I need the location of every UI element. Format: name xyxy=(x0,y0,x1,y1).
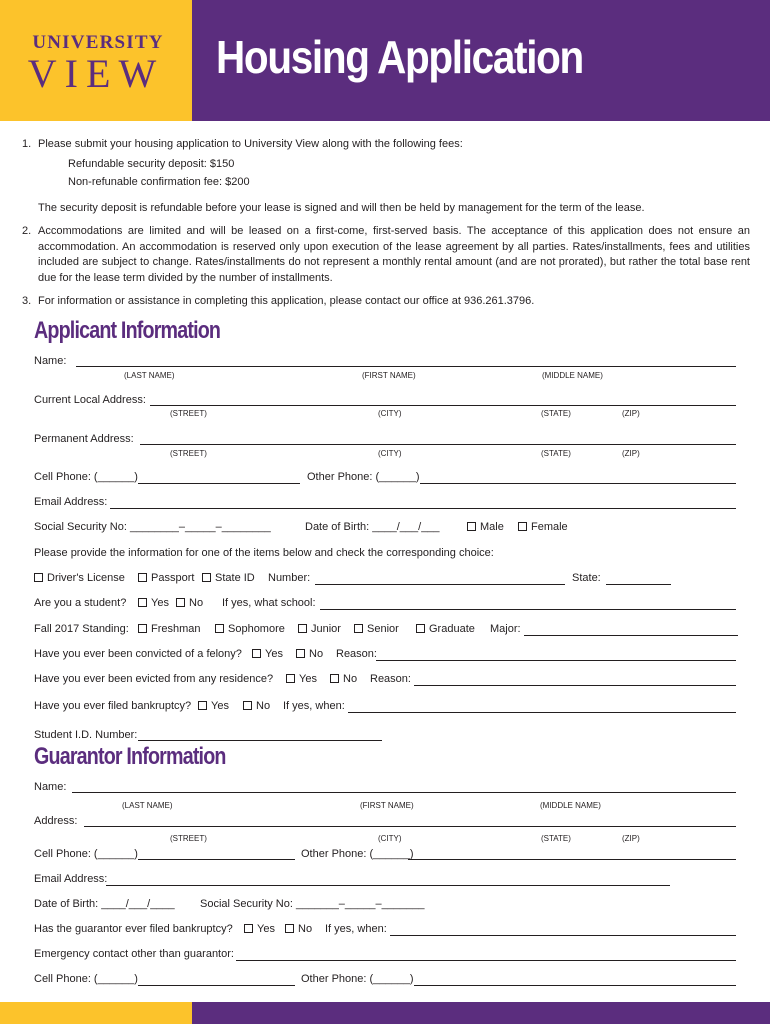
student-id-input[interactable] xyxy=(138,740,382,741)
guarantor-name-label: Name: xyxy=(34,781,67,793)
ssn-field[interactable]: Social Security No: ________–_____–________ xyxy=(34,521,271,533)
local-city-caption: (CITY) xyxy=(378,409,402,418)
major-input[interactable] xyxy=(524,635,738,636)
local-zip-caption: (ZIP) xyxy=(622,409,640,418)
item3-number: 3. xyxy=(22,295,32,307)
felony-yes-checkbox[interactable]: Yes xyxy=(252,647,283,663)
dob-field[interactable]: Date of Birth: ____/___/___ xyxy=(305,521,440,533)
student-id-label: Student I.D. Number: xyxy=(34,729,138,741)
fee-confirmation: Non-refunable confirmation fee: $200 xyxy=(68,176,250,188)
school-label: If yes, what school: xyxy=(222,597,316,609)
name-input[interactable] xyxy=(76,366,736,367)
guarantor-middle-name-caption: (MIDDLE NAME) xyxy=(540,801,601,810)
drivers-license-checkbox[interactable]: Driver's License xyxy=(34,571,125,587)
guarantor-last-name-caption: (LAST NAME) xyxy=(122,801,173,810)
school-input[interactable] xyxy=(320,609,736,610)
deposit-note: The security deposit is refundable before your lease is signed and will then be held by management for the term of the lease. xyxy=(38,202,645,214)
standing-label: Fall 2017 Standing: xyxy=(34,623,129,635)
felony-no-checkbox[interactable]: No xyxy=(296,647,323,663)
guarantor-name-input[interactable] xyxy=(72,792,736,793)
local-address-input[interactable] xyxy=(150,405,736,406)
perm-city-caption: (CITY) xyxy=(378,449,402,458)
emergency-other-phone-input[interactable] xyxy=(414,985,736,986)
guarantor-address-label: Address: xyxy=(34,815,78,827)
bankruptcy-when-label: If yes, when: xyxy=(283,700,345,712)
id-state-input[interactable] xyxy=(606,584,671,585)
freshman-checkbox[interactable]: Freshman xyxy=(138,622,201,638)
junior-checkbox[interactable]: Junior xyxy=(298,622,341,638)
felony-reason-label: Reason: xyxy=(336,648,377,660)
evicted-reason-label: Reason: xyxy=(370,673,411,685)
id-number-input[interactable] xyxy=(315,584,565,585)
local-state-caption: (STATE) xyxy=(541,409,571,418)
name-label: Name: xyxy=(34,355,67,367)
evicted-yes-checkbox[interactable]: Yes xyxy=(286,672,317,688)
email-label: Email Address: xyxy=(34,496,108,508)
student-yes-checkbox[interactable]: Yes xyxy=(138,596,169,612)
cell-phone-label: Cell Phone: (______) xyxy=(34,471,138,483)
emergency-contact-input[interactable] xyxy=(236,960,736,961)
middle-name-caption: (MIDDLE NAME) xyxy=(542,371,603,380)
guarantor-state-caption: (STATE) xyxy=(541,834,571,843)
bankruptcy-yes-checkbox[interactable]: Yes xyxy=(198,699,229,715)
bankruptcy-question: Have you ever filed bankruptcy? xyxy=(34,700,192,712)
emergency-contact-label: Emergency contact other than guarantor: xyxy=(34,948,234,960)
applicant-heading: Applicant Information xyxy=(34,317,221,344)
guarantor-cell-label: Cell Phone: (______) xyxy=(34,848,138,860)
guarantor-cell-input[interactable] xyxy=(138,859,295,860)
guarantor-ssn-field[interactable]: Social Security No: _______–_____–_______ xyxy=(200,898,425,910)
bankruptcy-no-checkbox[interactable]: No xyxy=(243,699,270,715)
logo-university: UNIVERSITY xyxy=(32,32,164,53)
emergency-cell-label: Cell Phone: (______) xyxy=(34,973,138,985)
perm-state-caption: (STATE) xyxy=(541,449,571,458)
female-checkbox[interactable]: Female xyxy=(518,520,568,536)
guarantor-email-label: Email Address: xyxy=(34,873,108,885)
student-no-checkbox[interactable]: No xyxy=(176,596,203,612)
major-label: Major: xyxy=(490,623,521,635)
guarantor-dob-field[interactable]: Date of Birth: ____/___/____ xyxy=(34,898,175,910)
permanent-address-input[interactable] xyxy=(140,444,736,445)
footer-gold-bar xyxy=(0,1002,192,1024)
state-id-checkbox[interactable]: State ID xyxy=(202,571,255,587)
evicted-no-checkbox[interactable]: No xyxy=(330,672,357,688)
permanent-address-label: Permanent Address: xyxy=(34,433,134,445)
item2-number: 2. xyxy=(22,225,32,237)
footer-purple-bar xyxy=(192,1002,770,1024)
email-input[interactable] xyxy=(110,508,736,509)
other-phone-input[interactable] xyxy=(420,483,736,484)
guarantor-address-input[interactable] xyxy=(84,826,736,827)
local-address-label: Current Local Address: xyxy=(34,394,146,406)
guarantor-street-caption: (STREET) xyxy=(170,834,207,843)
other-phone-label: Other Phone: (______) xyxy=(307,471,420,483)
logo-view: VIEW xyxy=(27,51,165,96)
guarantor-first-name-caption: (FIRST NAME) xyxy=(360,801,414,810)
guarantor-heading: Guarantor Information xyxy=(34,743,226,770)
guarantor-other-phone-input[interactable] xyxy=(408,859,736,860)
id-prompt: Please provide the information for one of the items below and check the corresponding choice: xyxy=(34,547,494,559)
item1-number: 1. xyxy=(22,138,32,150)
passport-checkbox[interactable]: Passport xyxy=(138,571,194,587)
guarantor-zip-caption: (ZIP) xyxy=(622,834,640,843)
emergency-other-phone-label: Other Phone: (______) xyxy=(301,973,414,985)
item1-text: Please submit your housing application to University View along with the following fees: xyxy=(38,138,463,150)
student-question: Are you a student? xyxy=(34,597,127,609)
guarantor-email-input[interactable] xyxy=(106,885,670,886)
guarantor-bankruptcy-yes-checkbox[interactable]: Yes xyxy=(244,922,275,938)
guarantor-city-caption: (CITY) xyxy=(378,834,402,843)
guarantor-bankruptcy-when-input[interactable] xyxy=(390,935,736,936)
fee-deposit: Refundable security deposit: $150 xyxy=(68,158,235,170)
first-name-caption: (FIRST NAME) xyxy=(362,371,416,380)
guarantor-bankruptcy-question: Has the guarantor ever filed bankruptcy? xyxy=(34,923,233,935)
felony-reason-input[interactable] xyxy=(376,660,736,661)
item2-text: Accommodations are limited and will be leased on a first-come, first-served basis. The acceptance of this application does not ensure an accommodation. An accommodation is reserved only upon execution of the lease agreement by all parties. Rates/installments, fees and utilities included are subject to change. Rates/installments do not represent a monthly rental amount (and are not prorated), but rather the total base rent due for the lease term divided by the number of installments. xyxy=(38,225,750,284)
emergency-cell-input[interactable] xyxy=(138,985,295,986)
last-name-caption: (LAST NAME) xyxy=(124,371,175,380)
perm-zip-caption: (ZIP) xyxy=(622,449,640,458)
perm-street-caption: (STREET) xyxy=(170,449,207,458)
item3-text: For information or assistance in completing this application, please contact our office at 936.261.3796. xyxy=(38,295,535,307)
bankruptcy-when-input[interactable] xyxy=(348,712,736,713)
felony-question: Have you ever been convicted of a felony? xyxy=(34,648,242,660)
guarantor-bankruptcy-no-checkbox[interactable]: No xyxy=(285,922,312,938)
cell-phone-input[interactable] xyxy=(138,483,300,484)
sophomore-checkbox[interactable]: Sophomore xyxy=(215,622,285,638)
local-street-caption: (STREET) xyxy=(170,409,207,418)
evicted-reason-input[interactable] xyxy=(414,685,736,686)
id-state-label: State: xyxy=(572,572,601,584)
guarantor-other-phone-label: Other Phone: (______) xyxy=(301,848,414,860)
graduate-checkbox[interactable]: Graduate xyxy=(416,622,475,638)
male-checkbox[interactable]: Male xyxy=(467,520,504,536)
guarantor-bankruptcy-when-label: If yes, when: xyxy=(325,923,387,935)
senior-checkbox[interactable]: Senior xyxy=(354,622,399,638)
page-title: Housing Application xyxy=(216,31,583,83)
id-number-label: Number: xyxy=(268,572,311,584)
evicted-question: Have you ever been evicted from any residence? xyxy=(34,673,274,685)
